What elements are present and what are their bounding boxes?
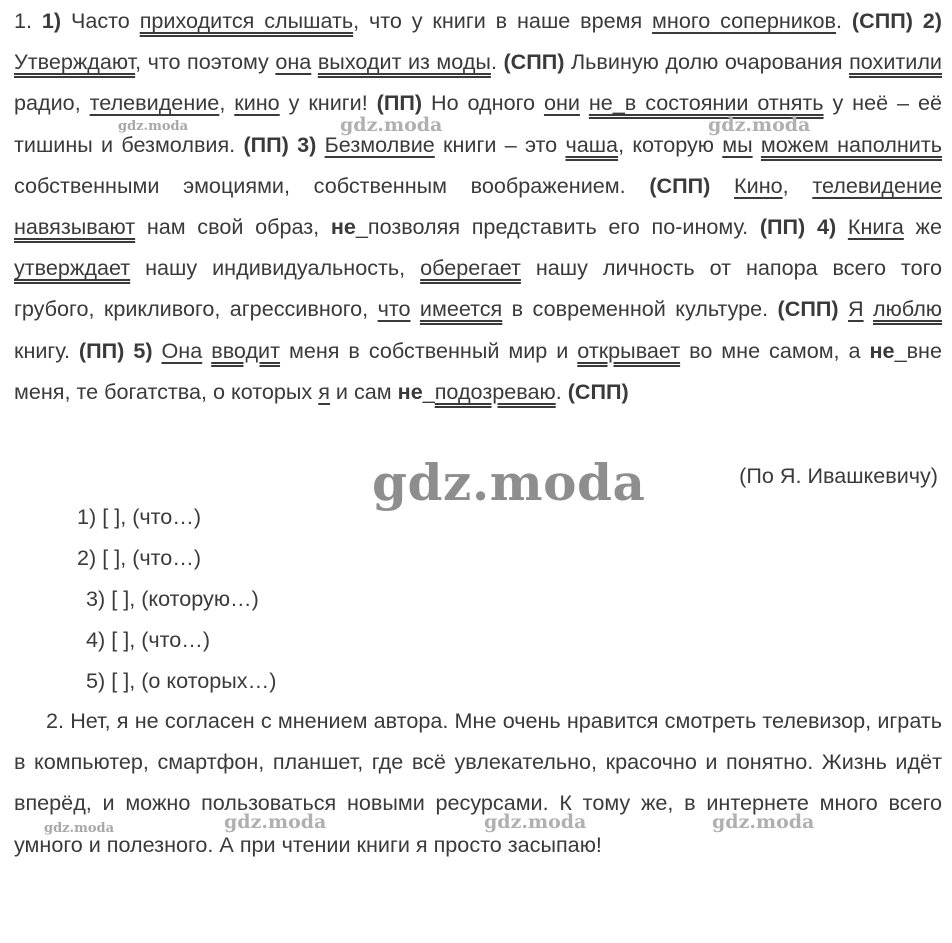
subject: телевидение <box>89 90 220 116</box>
subject: она <box>275 49 312 75</box>
subject: кино <box>234 90 280 116</box>
predicate: оберегает <box>420 255 521 281</box>
watermark-logo: gdz.moda <box>44 821 115 836</box>
predicate: выходит из моды <box>317 49 491 75</box>
subject: они <box>543 90 580 116</box>
subject: мы <box>722 131 753 157</box>
predicate: можем наполнить <box>760 131 943 157</box>
subject: Я <box>847 296 864 322</box>
predicate: имеется <box>419 296 503 322</box>
paragraph-opinion: 2. Нет, я не согласен с мнением автора. Мне очень нравится смотреть телевизор, играть в компьютер, смартфон, планшет, где всё увлекательно, красочно и понятно. Жизнь идёт вперёд, и можно пользоваться новыми ресурсами. К тому же, в интернете много всего умного и полезного. А при чтении книги я просто засыпаю! <box>14 708 942 857</box>
watermark-logo: gdz.moda <box>712 811 815 833</box>
predicate: Утверждают <box>14 49 136 75</box>
watermark-logo: gdz.moda <box>484 811 587 833</box>
scheme-item: 5) [ ], (о которых…) <box>86 668 277 693</box>
scheme-item: 2) [ ], (что…) <box>77 545 202 570</box>
scheme-item: 3) [ ], (которую…) <box>86 586 259 611</box>
predicate: подозреваю <box>434 378 556 404</box>
subject: Она <box>161 337 203 363</box>
subject: Кино <box>734 172 783 198</box>
subject: много соперников <box>652 8 837 33</box>
predicate: открывает <box>577 337 681 363</box>
subject: телевидение <box>812 172 943 198</box>
predicate: люблю <box>873 296 942 322</box>
subject: Книга <box>847 214 904 240</box>
predicate: вводит <box>211 337 281 363</box>
predicate: не_в состоянии отнять <box>588 90 824 116</box>
watermark-logo: gdz.moda <box>118 119 189 134</box>
scheme-item: 4) [ ], (что…) <box>86 627 211 652</box>
predicate: чаша <box>565 131 619 157</box>
source-attribution: (По Я. Ивашкевичу) <box>739 463 938 488</box>
watermark-logo: gdz.moda <box>340 114 443 136</box>
watermark-logo: gdz.moda <box>372 453 646 512</box>
watermark-logo: gdz.moda <box>708 114 811 136</box>
subject: что <box>377 296 411 322</box>
predicate: похитили <box>849 49 942 75</box>
paragraph-analysis: 1. 1) Часто приходится слышать, что у книги в наше время много соперников. (СПП) 2) Утверждают, что поэтому она выходит из моды. (СПП) Львиную долю очарования похитили радио, телевидение, кино у книги! (ПП) Но одного они не_в состоянии отнять у неё – её тишины и безмолвия. (ПП) 3) Безмолвие книги – это чаша, которую мы можем наполнить собственными эмоциями, собственным воображением. (СПП) Кино, телевидение навязывают нам свой образ, не_позволяя представить его по-иному. (ПП) 4) Книга же утверждает нашу индивидуальность, оберегает нашу личность от напора всего того грубого, крикливого, агрессивного, что имеется в современной культуре. (СПП) Я люблю книгу. (ПП) 5) Она вводит меня в собственный мир и открывает во мне самом, а не_вне меня, те богатства, о которых я и сам не_подозреваю. (СПП) <box>14 8 943 404</box>
subject: Безмолвие <box>324 131 435 157</box>
predicate: утверждает <box>14 255 131 281</box>
predicate: навязывают <box>14 214 136 240</box>
scheme-item: 1) [ ], (что…) <box>77 504 202 529</box>
subject: я <box>318 378 330 404</box>
predicate: приходится слышать <box>139 8 354 33</box>
watermark-logo: gdz.moda <box>224 811 327 833</box>
